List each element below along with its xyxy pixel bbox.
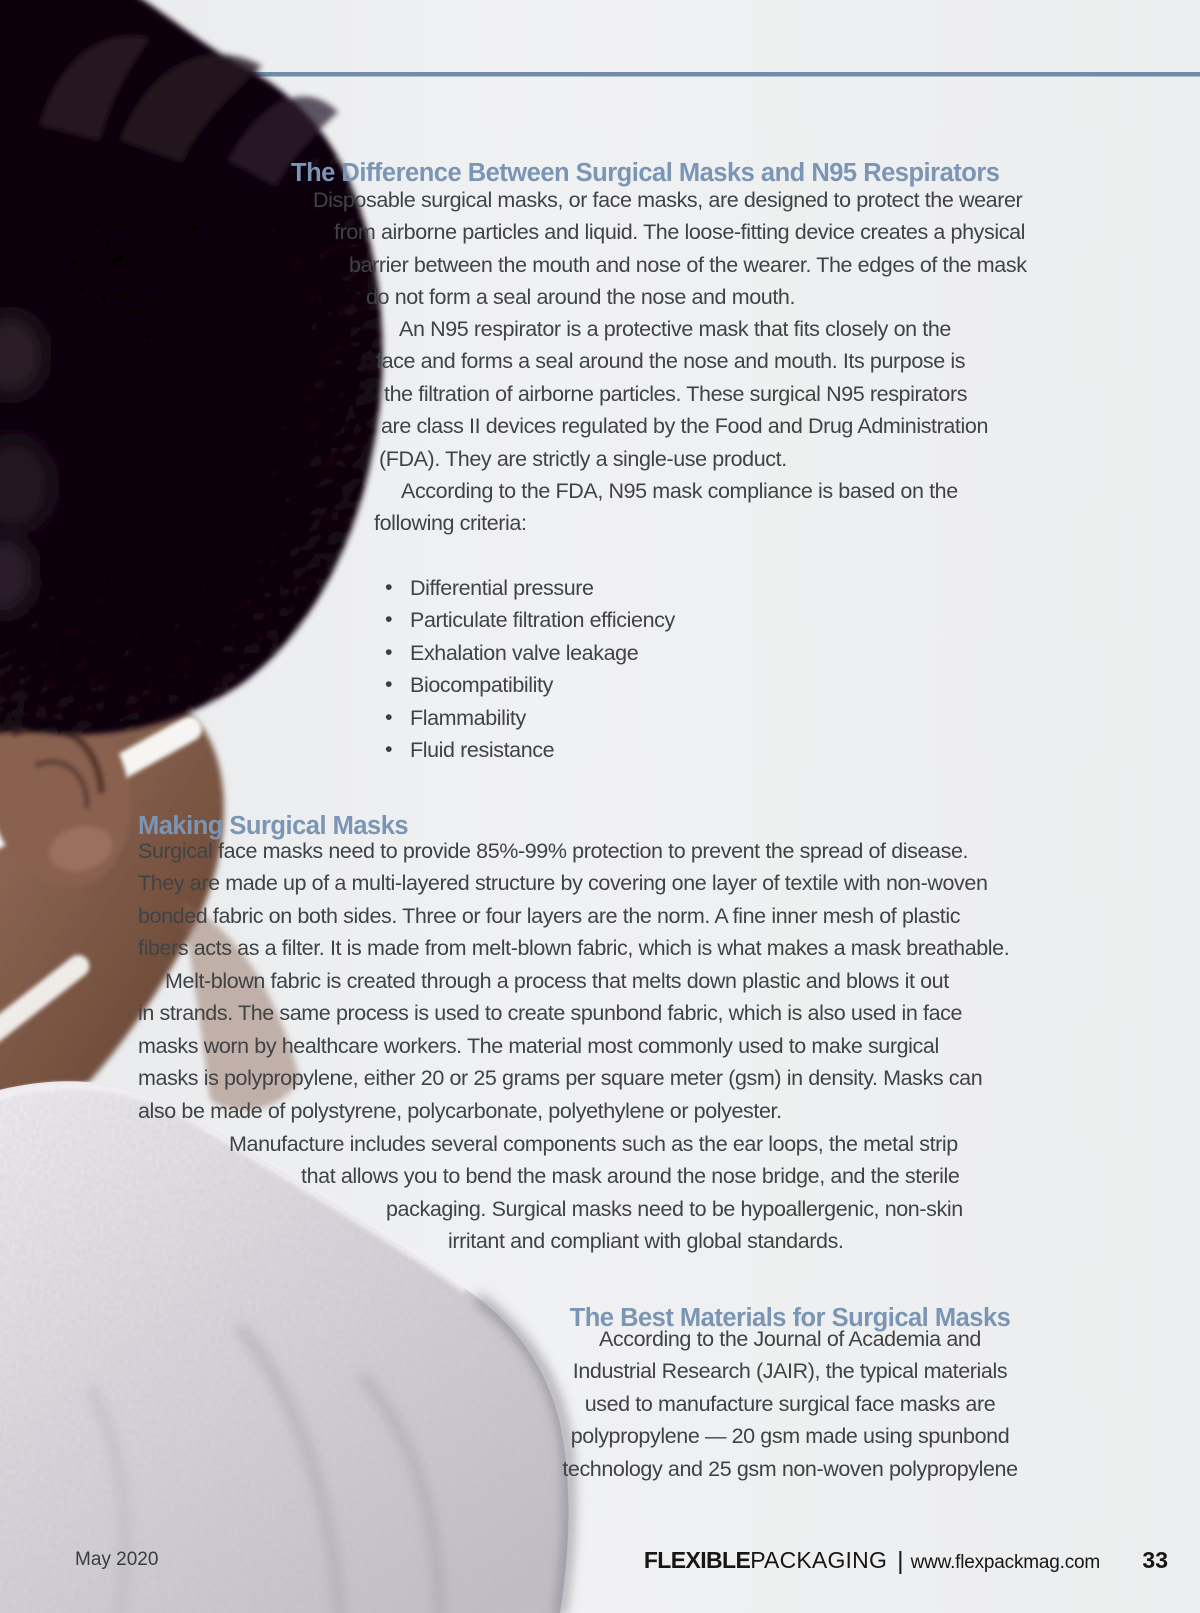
section2-heading: Making Surgical Masks [138, 812, 409, 841]
fda-criteria-list: • Differential pressure • Particulate filtration efficiency • Exhalation valve leakage • Biocompatibility • Flammability • Fluid resistance [383, 572, 675, 766]
section2-paragraph-1: Surgical face masks need to provide 85%-99% protection to prevent the spread of disease. They are made up of a multi-layered structure by covering one layer of textile with non-woven bonded fabric on both sides. Three or four layers are the norm. A fine inner mesh of plastic fibers acts as a filter. It is made from melt-blown fabric, which is what makes a mask breathable. [138, 839, 1010, 961]
section1-heading: The Difference Between Surgical Masks and N95 Respirators [291, 159, 1000, 188]
brand-logo [644, 1546, 1100, 1575]
section3-paragraph-1: According to the Journal of Academia and Industrial Research (JAIR), the typical materials used to manufacture surgical face masks are polypropylene — 20 gsm made using spunbond technology and 25 gsm non-woven polypropylene [562, 1327, 1018, 1481]
section1-paragraph-2: An N95 respirator is a protective mask that fits closely on the face and forms a seal around the nose and mouth. Its purpose is the filtration of airborne particles. These surgical N95 respirators are class II devices regulated by the Food and Drug Administration (FDA). They are strictly a single-use product. [376, 317, 989, 471]
page-number: 33 [1142, 1547, 1168, 1573]
section2-paragraph-2: Melt-blown fabric is created through a process that melts down plastic and blows it out in strands. The same process is used to create spunbond fabric, which is also used in face masks worn by healthcare workers. The material most commonly used to make surgical masks is polypropylene, either 20 or 25 grams per square meter (gsm) in density. Masks can also be made of polystyrene, polycarbonate, polyethylene or polyester. [138, 969, 983, 1123]
brand-website: www.flexpackmag.com [910, 1552, 1100, 1573]
section3-heading: The Best Materials for Surgical Masks [569, 1304, 1011, 1333]
section2-paragraph-3: Manufacture includes several components such as the ear loops, the metal strip that allows you to bend the mask around the nose bridge, and the sterile packaging. Surgical masks need to be hypoallergenic, non-skin irritant and compliant with global standards. [229, 1132, 963, 1254]
section1-paragraph-3: According to the FDA, N95 mask compliance is based on the following criteria: [374, 479, 958, 536]
brand-separator: | [897, 1547, 904, 1575]
footer-date: May 2020 [75, 1549, 159, 1570]
brand-packaging: PACKAGING [750, 1547, 888, 1573]
section1-paragraph-1: Disposable surgical masks, or face masks, are designed to protect the wearer from airborne particles and liquid. The loose-fitting device creates a physical barrier between the mouth and nose of the wearer. The edges of the mask do not form a seal around the nose and mouth. [313, 188, 1027, 310]
brand-flexible: FLEXIBLE [643, 1547, 751, 1573]
